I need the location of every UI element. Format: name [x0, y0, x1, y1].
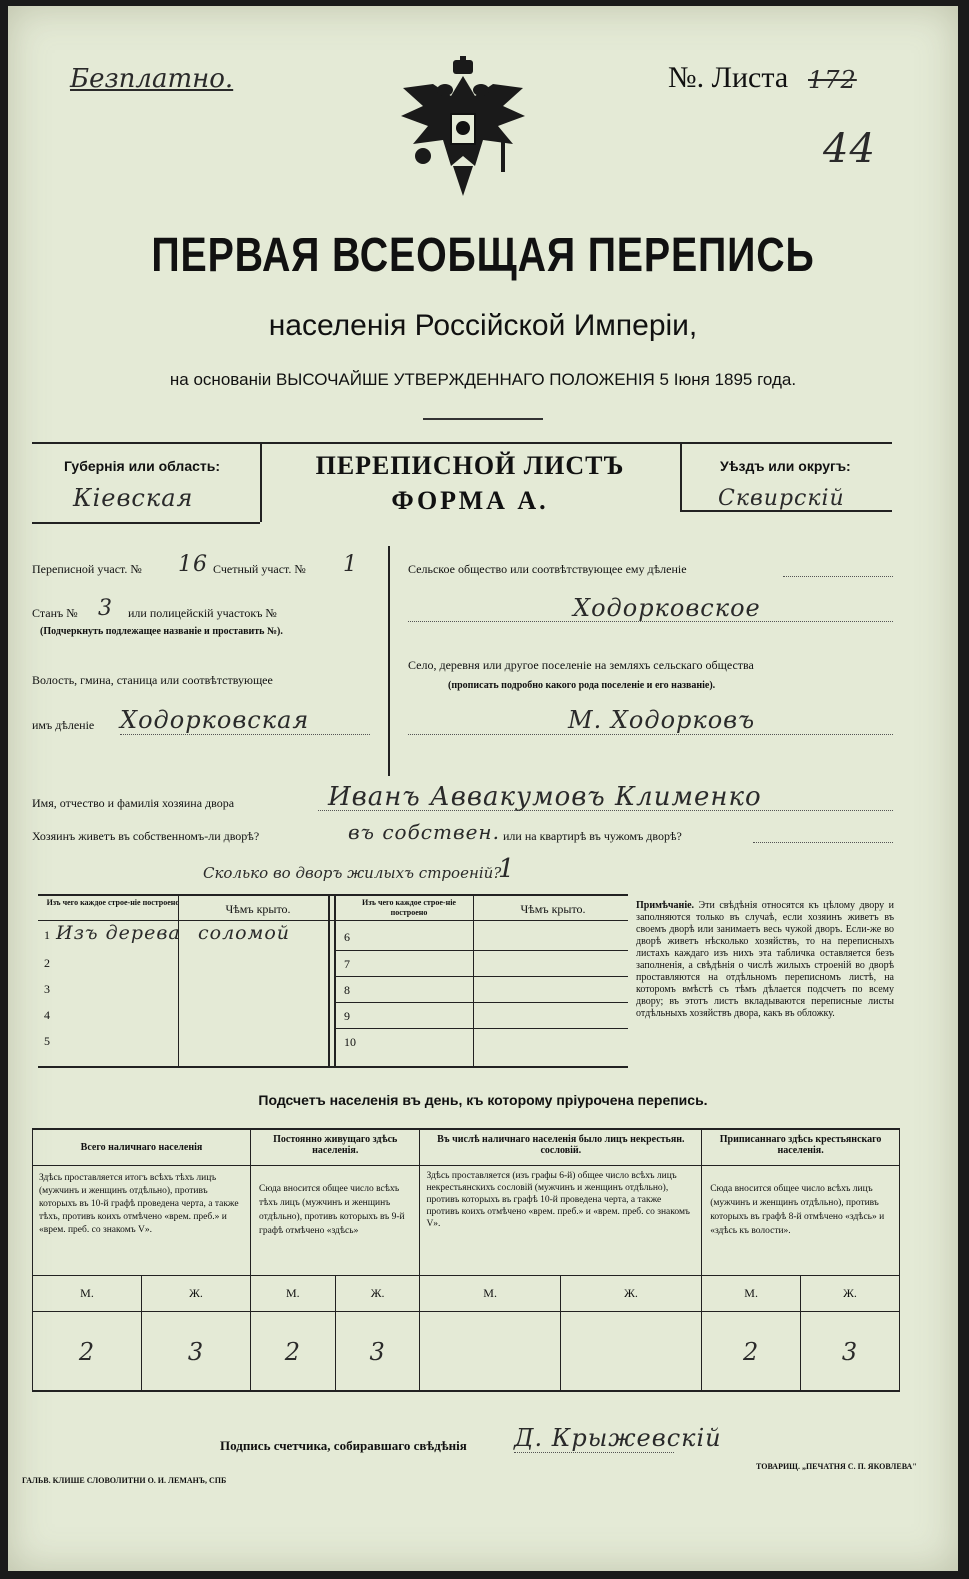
col2-f-value: 3: [369, 1337, 386, 1366]
roof-value: соломой: [198, 922, 291, 944]
free-label: Безплатно.: [70, 64, 234, 94]
count-plot-value: 1: [343, 552, 358, 577]
sheet-number-struck: 172: [808, 66, 857, 94]
count-title: Подсчетъ населенія въ день, къ которому пріурочена перепись.: [258, 1092, 708, 1108]
table-row: 2: [44, 956, 50, 970]
count-desc-3: Здѣсь проставляется (изъ графы 6-й) общее число всѣхъ лицъ некрестьянскихъ сословій (мужчинъ и женщинъ отдѣльно), противъ которыхъ въ графѣ 10-й проведена черта, а также противъ коихъ отмѣчено «врем. преб.» и «врем. преб. со знакомъ V».: [420, 1165, 702, 1275]
village-value: М. Ходорковъ: [568, 706, 756, 734]
table-row: 5: [44, 1034, 50, 1048]
col4-m-value: 2: [742, 1337, 760, 1366]
buildings-value: 1: [498, 854, 516, 884]
owner-or-label: или на квартирѣ въ чужомъ дворѣ?: [503, 829, 682, 843]
count-desc-4: Сюда вносится общее число всѣхъ лицъ (мужчинъ и женщинъ отдѣльно), противъ которыхъ въ графѣ 8-й отмѣчено «здѣсь» и «здѣсь къ волости».: [702, 1165, 900, 1275]
table-row: 3: [44, 982, 50, 996]
buildings-col-roof-2: Чѣмъ крыто.: [520, 902, 586, 916]
col1-m-label: М.: [80, 1285, 94, 1300]
col3-f-value: [561, 1312, 701, 1338]
signature-label: Подпись счетчика, собиравшаго свѣдѣнія: [220, 1438, 467, 1453]
village-label: Село, деревня или другое поселеніе на земляхъ сельскаго общества: [408, 658, 754, 672]
stan-label: Станъ №: [32, 606, 78, 620]
count-head-2: Постоянно живущаго здѣсь населенія.: [251, 1129, 420, 1165]
note-text: Эти свѣдѣнія относятся къ цѣлому двору и заполняются только въ случаѣ, если хозяинъ живетъ въ своемъ дворѣ или занимаетъ весь чужой дворъ. Если-же во дворѣ живетъ нѣсколько хозяйствъ, то на переписныхъ листахъ каждаго изъ нихъ эта табличка оставляется безъ заполненія, а свѣдѣнія о числѣ жилыхъ строеній во дворѣ проставляются на отдѣльномъ переписномъ листѣ, на которомъ вмѣстѣ съ тѣмъ дѣлается подсчетъ по всему двору; въ этотъ листъ вкладываются переписные листы отдѣльныхъ хозяйствъ двора, какъ въ обложку.: [636, 900, 895, 1019]
count-head-4: Приписаннаго здѣсь крестьянскаго населенія.: [702, 1129, 900, 1165]
buildings-label: Сколько во дворъ жилыхъ строеній?: [203, 864, 502, 882]
table-row: 6: [334, 922, 628, 951]
col4-m-label: М.: [744, 1285, 758, 1300]
owner-name-value: Иванъ Аввакумовъ Клименко: [328, 782, 762, 812]
district-value: Сквирскій: [718, 486, 845, 511]
printer-right: ТОВАРИЩ. „ПЕЧАТНЯ С. П. ЯКОВЛЕВА": [756, 1462, 917, 1471]
note-block: [636, 900, 894, 1020]
col4-f-label: Ж.: [843, 1285, 857, 1300]
owner-lives-value: въ собствен.: [348, 820, 500, 844]
table-row: 4: [44, 1008, 50, 1022]
subtitle: населенія Россійской Имперіи,: [268, 309, 698, 342]
buildings-col-material: Изъ чего каждое строе-ніе построено: [46, 898, 180, 907]
form-name: ФОРМА А.: [391, 486, 549, 515]
count-head-3: Въ числѣ наличнаго населенія было лицъ некрестьян. сословій.: [420, 1129, 702, 1165]
note-head: Примѣчаніе.: [636, 900, 695, 911]
count-desc-2: Сюда вносится общее число всѣхъ тѣхъ лицъ (мужчинъ и женщинъ отдѣльно), противъ которыхъ въ 9-й графѣ отмѣчено «здѣсь»: [251, 1165, 420, 1275]
table-row: 1 Изъ дерева соломой: [44, 922, 291, 944]
owner-name-label: Имя, отчество и фамилія хозяина двора: [32, 796, 235, 810]
society-label: Сельское общество или соотвѣтствующее ему дѣленіе: [408, 562, 687, 576]
col1-f-label: Ж.: [189, 1285, 203, 1300]
count-head-1: Всего наличнаго населенія: [33, 1129, 251, 1165]
col3-f-label: Ж.: [624, 1285, 638, 1300]
col2-m-value: 2: [284, 1337, 301, 1366]
col4-f-value: 3: [841, 1337, 859, 1366]
printer-left: ГАЛЬВ. КЛИШЕ СЛОВОЛИТНИ О. И. ЛЕМАНЪ, СПБ: [22, 1476, 227, 1485]
underline-note: (Подчеркнуть подлежащее названіе и проставить №).: [40, 626, 283, 637]
buildings-col-roof: Чѣмъ крыто.: [225, 902, 291, 916]
signature-value: Д. Крыжевскій: [514, 1424, 722, 1452]
table-row: 8: [334, 977, 628, 1003]
basis-line: на основаніи ВЫСОЧАЙШЕ УТВЕРЖДЕННАГО ПОЛОЖЕНІЯ 5 Іюня 1895 года.: [169, 370, 797, 389]
village-note: (прописать подробно какого рода поселеніе и его названіе).: [448, 680, 716, 691]
table-row: 7: [334, 951, 628, 977]
census-plot-value: 16: [178, 552, 208, 577]
ornament-divider: [423, 418, 543, 420]
count-desc-1: Здѣсь проставляется итогъ всѣхъ тѣхъ лицъ (мужчинъ и женщинъ отдѣльно), противъ которыхъ въ 10-й графѣ проведена черта, а также тѣхъ, противъ коихъ отмѣчено «врем. преб.» и «врем. преб. со знакомъ V».: [33, 1165, 251, 1275]
col1-f-value: 3: [187, 1337, 205, 1366]
stan-value: 3: [98, 596, 113, 621]
count-plot-label: Счетный участ. №: [213, 562, 306, 576]
buildings-rows-left: [38, 922, 334, 1054]
sheet-title: ПЕРЕПИСНОЙ ЛИСТЪ: [315, 451, 625, 480]
sheet-number-handwritten: 44: [823, 126, 876, 172]
material-value: Изъ дерева: [56, 922, 181, 944]
owner-lives-label: Хозяинъ живетъ въ собственномъ-ли дворѣ?: [32, 829, 260, 843]
buildings-col-material-2: Изъ чего каждое строе-ніе построено: [362, 898, 456, 917]
table-row: 9: [334, 1003, 628, 1029]
table-row: 10: [344, 1035, 356, 1049]
volost-label-2: имъ дѣленіе: [32, 718, 95, 732]
col2-m-label: М.: [286, 1285, 300, 1300]
police-label: или полицейскій участокъ №: [128, 606, 277, 620]
imperial-eagle-emblem: [393, 56, 533, 206]
col3-m-value: [420, 1312, 559, 1338]
society-value: Ходорковское: [573, 594, 761, 622]
buildings-table: [38, 894, 628, 1068]
sheet-number-label: №. Листа: [668, 61, 789, 94]
province-label: Губернія или область:: [64, 458, 221, 474]
main-title: ПЕРВАЯ ВСЕОБЩАЯ ПЕРЕПИСЬ: [151, 229, 815, 282]
buildings-rows-right: [334, 922, 628, 1054]
province-value: Кіевская: [73, 484, 194, 512]
census-sheet: [8, 6, 958, 1571]
col2-f-label: Ж.: [370, 1285, 385, 1300]
volost-value: Ходорковская: [120, 706, 310, 734]
census-plot-label: Переписной участ. №: [32, 562, 142, 576]
volost-label: Волость, гмина, станица или соотвѣтствующее: [32, 673, 273, 687]
col1-m-value: 2: [78, 1337, 96, 1366]
district-label: Уѣздъ или округъ:: [720, 458, 851, 474]
col3-m-label: М.: [483, 1285, 497, 1300]
population-count-table: [32, 1128, 900, 1392]
